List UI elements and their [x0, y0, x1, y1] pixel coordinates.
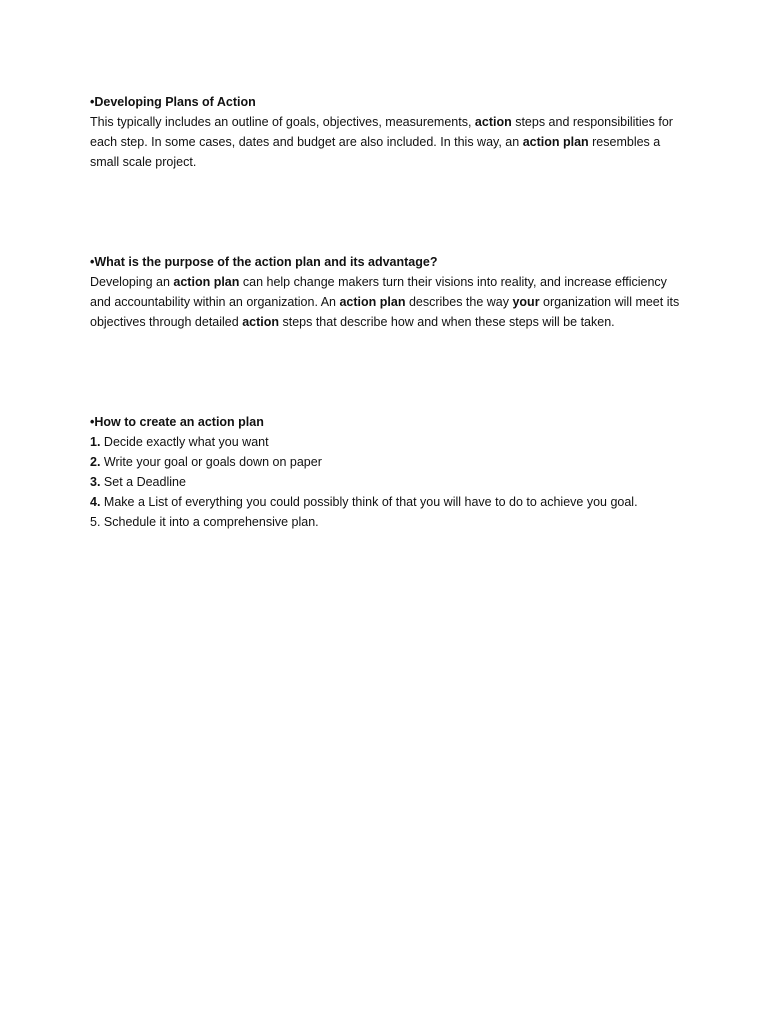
step-text: Schedule it into a comprehensive plan.	[100, 515, 319, 529]
steps-list	[90, 432, 690, 532]
paragraph-run-bold: action	[474, 115, 512, 129]
paragraph-run: Developing an	[90, 275, 174, 289]
step-text: Make a List of everything you could possibly think of that you will have to do to achieve you goal.	[100, 495, 638, 509]
paragraph-run: describes the way	[405, 295, 513, 309]
paragraph-run-bold: action plan	[339, 295, 406, 309]
paragraph-run: can help change makers turn their visions into reality, and increase efficiency and accountability within an organization. An	[90, 275, 667, 309]
step-number: 5.	[90, 515, 101, 529]
paragraph-run: resembles a small scale project.	[90, 135, 661, 169]
step-text: Set a Deadline	[100, 475, 186, 489]
paragraph-run-bold: action plan	[522, 135, 589, 149]
paragraph-run-bold: your	[512, 295, 540, 309]
step-number: 3.	[90, 475, 101, 489]
paragraph-run-bold: action plan	[173, 275, 240, 289]
step-text: Write your goal or goals down on paper	[100, 455, 322, 469]
section-developing-plans	[90, 92, 690, 172]
step-number: 2.	[90, 455, 101, 469]
list-item	[90, 492, 690, 512]
step-number: 4.	[90, 495, 101, 509]
step-number: 1.	[90, 435, 101, 449]
list-item	[90, 512, 690, 532]
section-heading: •Developing Plans of Action	[90, 95, 256, 109]
paragraph-run-bold: action	[242, 315, 279, 329]
step-text: Decide exactly what you want	[100, 435, 269, 449]
section-heading: •What is the purpose of the action plan and its advantage?	[90, 255, 438, 269]
paragraph-run: organization will meet its objectives through detailed	[90, 295, 680, 329]
list-item	[90, 432, 690, 452]
section-paragraph	[90, 112, 690, 172]
section-paragraph	[90, 272, 690, 332]
section-heading: •How to create an action plan	[90, 415, 264, 429]
section-how-to-create	[90, 412, 690, 532]
paragraph-run: steps and responsibilities for each step. In some cases, dates and budget are also included. In this way, an	[90, 115, 673, 149]
section-purpose	[90, 252, 690, 332]
list-item	[90, 452, 690, 472]
paragraph-run: steps that describe how and when these steps will be taken.	[279, 315, 615, 329]
list-item	[90, 472, 690, 492]
paragraph-run: This typically includes an outline of goals, objectives, measurements,	[90, 115, 475, 129]
